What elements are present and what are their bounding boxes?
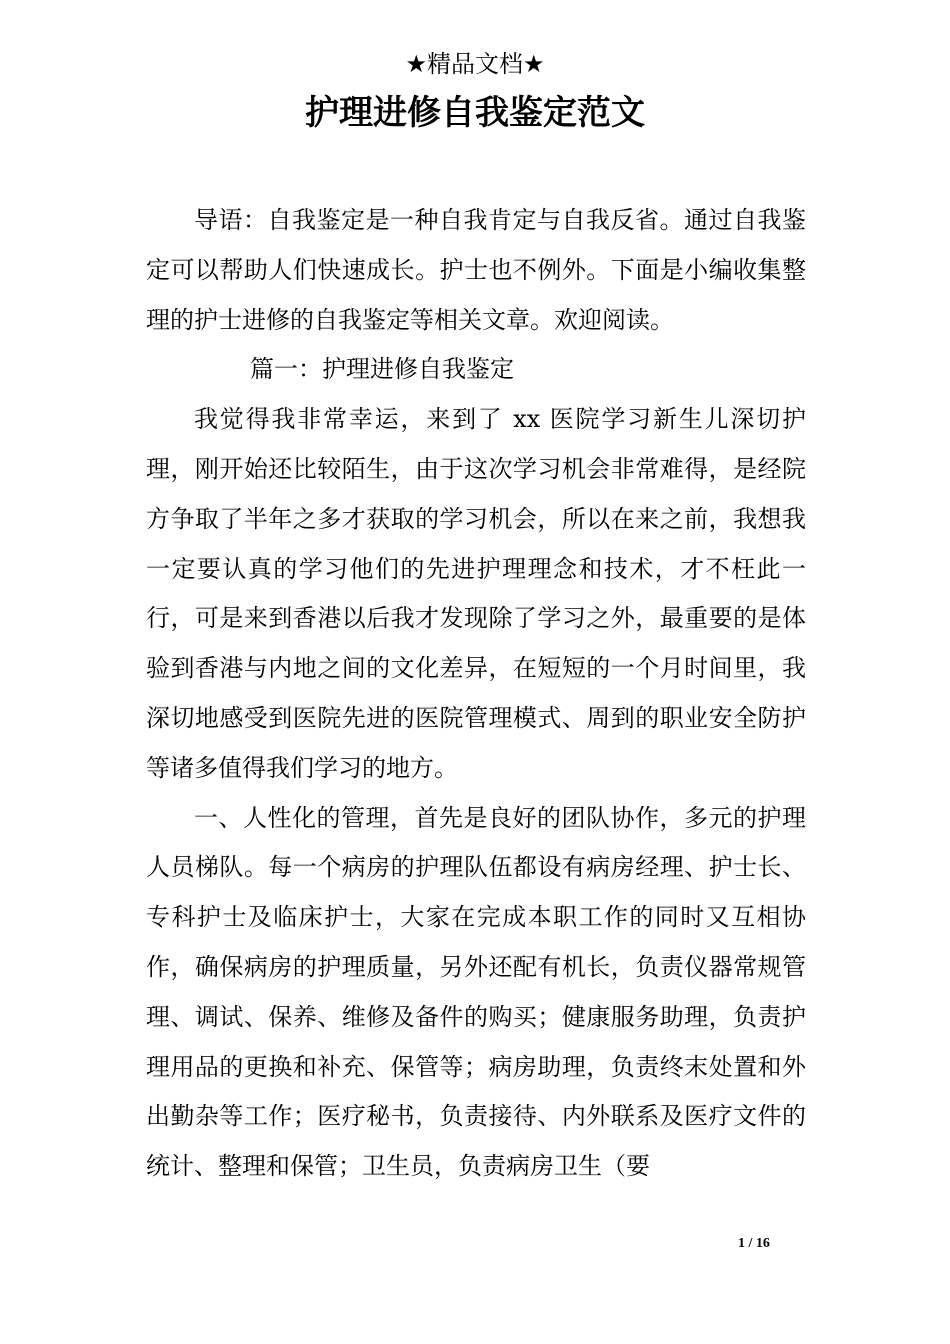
page-number: 1 / 16: [738, 1236, 770, 1251]
header-mark: ★精品文档★: [405, 50, 545, 78]
document-title: 护理进修自我鉴定范文: [305, 93, 645, 133]
document-body: [146, 196, 806, 1192]
intro-paragraph: 导语：自我鉴定是一种自我肯定与自我反省。通过自我鉴定可以帮助人们快速成长。护士也不例外。下面是小编收集整理的护士进修的自我鉴定等相关文章。欢迎阅读。: [146, 206, 806, 334]
section-heading: 篇一：护理进修自我鉴定: [250, 355, 514, 384]
body-paragraph: 我觉得我非常幸运，来到了 xx 医院学习新生儿深切护理，刚开始还比较陌生，由于这次学习机会非常难得，是经院方争取了半年之多才获取的学习机会，所以在来之前，我想我一定要认真的学习他们的先进护理理念和技术，才不枉此一行，可是来到香港以后我才发现除了学习之外，最重要的是体验到香港与内地之间的文化差异，在短短的一个月时间里，我深切地感受到医院先进的医院管理模式、周到的职业安全防护等诸多值得我们学习的地方。: [146, 405, 806, 782]
body-paragraph: 一、人性化的管理，首先是良好的团队协作，多元的护理人员梯队。每一个病房的护理队伍都设有病房经理、护士长、专科护士及临床护士，大家在完成本职工作的同时又互相协作，确保病房的护理质量，另外还配有机长，负责仪器常规管理、调试、保养、维修及备件的购买；健康服务助理，负责护理用品的更换和补充、保管等；病房助理，负责终末处置和外出勤杂等工作；医疗秘书，负责接待、内外联系及医疗文件的统计、整理和保管；卫生员，负责病房卫生（要: [146, 803, 806, 1181]
